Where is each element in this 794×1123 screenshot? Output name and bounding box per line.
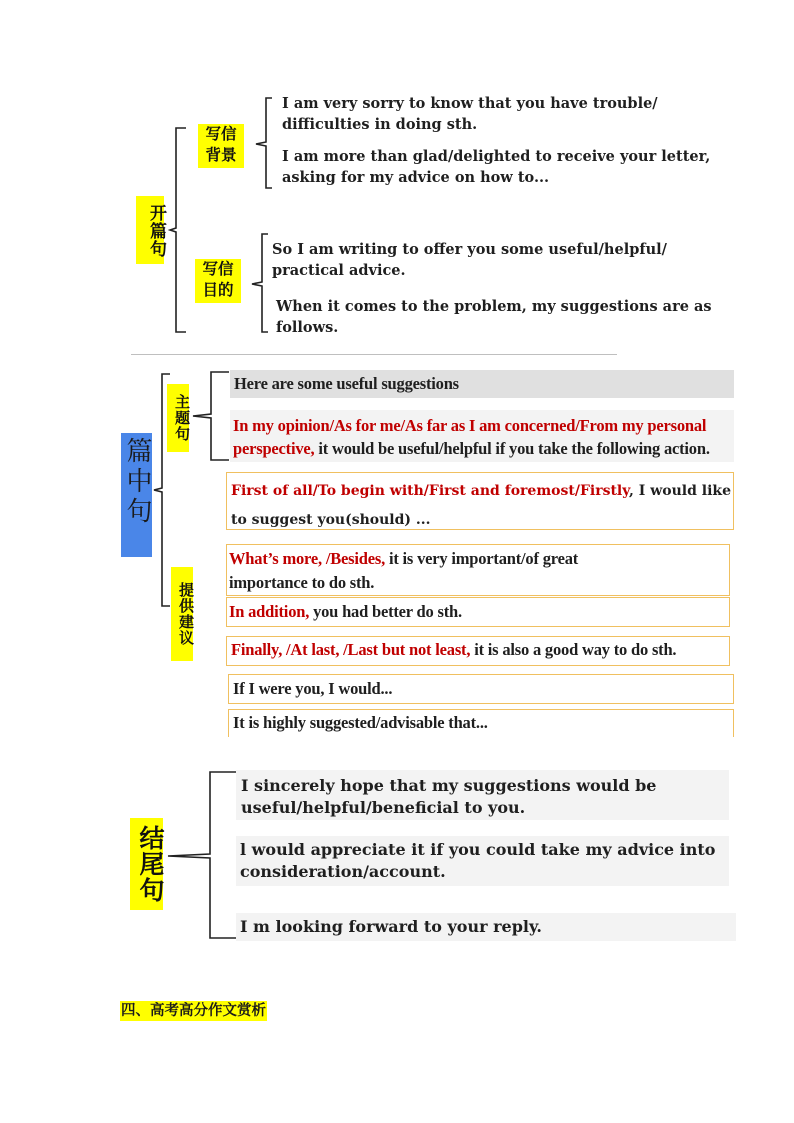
advice-6: It is highly suggested/advisable that... xyxy=(233,713,488,732)
purpose-label: 写信目的 xyxy=(195,259,241,303)
closing-sentence-3: I m looking forward to your reply. xyxy=(240,917,542,936)
advice-2-rest: it is very important/of great importance to do sth. xyxy=(229,549,579,592)
closing-label: 结尾句 xyxy=(130,818,163,910)
background-label: 写信背景 xyxy=(198,124,244,168)
background-sentence-1: I am very sorry to know that you have trouble/ difficulties in doing sth. xyxy=(282,95,658,133)
section-heading: 四、高考高分作文赏析 xyxy=(121,1003,266,1019)
opening-brace xyxy=(168,126,188,334)
topic-sentence-2-rest: it would be useful/helpful if you take the following action. xyxy=(314,439,710,458)
closing-sentence-2: l would appreciate it if you could take my advice into consideration/account. xyxy=(240,840,716,881)
background-sentence-2: I am more than glad/delighted to receive your letter, asking for my advice on how to... xyxy=(282,148,711,186)
closing-sentence-1: I sincerely hope that my suggestions would be useful/helpful/beneficial to you. xyxy=(241,776,657,817)
advice-2-red: What’s more, /Besides, xyxy=(229,549,386,568)
section-divider xyxy=(131,354,617,355)
advice-3-red: In addition, xyxy=(229,602,310,621)
advice-4 xyxy=(231,640,676,660)
advice-5: If I were you, I would... xyxy=(233,679,393,698)
topic-sentence-1: Here are some useful suggestions xyxy=(234,374,459,393)
advice-4-red: Finally, /At last, /Last but not least, xyxy=(231,640,471,659)
topic-sentence-2-red: In my opinion/As for me/As far as I am concerned/From my personal perspective, xyxy=(233,416,707,458)
advice-1-red: First of all/To begin with/First and foremost/Firstly xyxy=(231,483,630,499)
advice-label: 提供建议 xyxy=(171,567,193,661)
advice-3 xyxy=(229,602,462,622)
advice-3-rest: you had better do sth. xyxy=(309,602,462,621)
purpose-sentence-1: So I am writing to offer you some useful/helpful/ practical advice. xyxy=(272,241,667,279)
background-brace xyxy=(252,96,274,192)
topic-label: 主题句 xyxy=(167,384,189,452)
advice-2 xyxy=(229,547,599,595)
opening-label: 开篇句 xyxy=(136,196,164,264)
purpose-sentence-2: When it comes to the problem, my suggestions are as follows. xyxy=(276,298,712,336)
advice-1-rest: , I would like to suggest you(should) ... xyxy=(231,483,732,528)
advice-4-rest: it is also a good way to do sth. xyxy=(470,640,677,659)
body-label: 篇中句 xyxy=(121,433,152,557)
topic-sentence-2 xyxy=(233,414,728,460)
purpose-brace xyxy=(248,232,270,336)
topic-brace xyxy=(189,370,233,466)
advice-1 xyxy=(231,477,731,535)
closing-brace xyxy=(166,770,238,942)
